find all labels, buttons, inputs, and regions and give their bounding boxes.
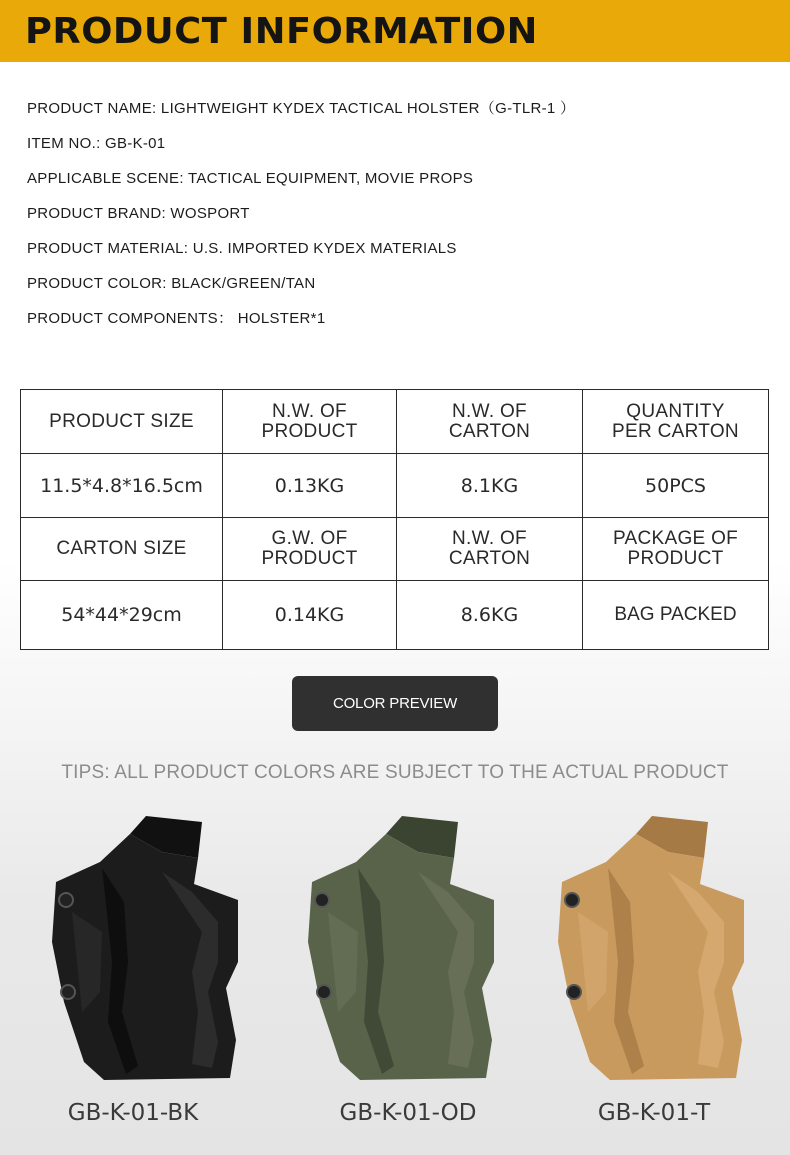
header-quantity-per-carton: QUANTITY PER CARTON xyxy=(583,390,769,454)
value-product-size: 11.5*4.8*16.5cm xyxy=(21,454,223,518)
header-nw-carton-2: N.W. OF CARTON xyxy=(397,518,583,581)
header-banner xyxy=(0,0,790,62)
color-preview-button[interactable]: COLOR PREVIEW xyxy=(292,676,498,731)
table-header-row xyxy=(21,390,769,454)
header-carton-size: CARTON SIZE xyxy=(21,518,223,581)
product-color-line: PRODUCT COLOR: BLACK/GREEN/TAN xyxy=(27,275,316,292)
caption-tan: GB-K-01-T xyxy=(597,1100,711,1126)
header-nw-carton: N.W. OF CARTON xyxy=(397,390,583,454)
value-nw-product: 0.13KG xyxy=(223,454,397,518)
header-product-size: PRODUCT SIZE xyxy=(21,390,223,454)
page-title: PRODUCT INFORMATION xyxy=(25,11,538,52)
value-carton-size: 54*44*29cm xyxy=(21,581,223,650)
table-row xyxy=(21,454,769,518)
header-package: PACKAGE OF PRODUCT xyxy=(583,518,769,581)
product-brand-line: PRODUCT BRAND: WOSPORT xyxy=(27,205,250,222)
holster-black-svg xyxy=(42,812,252,1092)
caption-black: GB-K-01-BK xyxy=(67,1100,199,1126)
value-nw-carton: 8.1KG xyxy=(397,454,583,518)
value-nw-carton-2: 8.6KG xyxy=(397,581,583,650)
header-gw-product: G.W. OF PRODUCT xyxy=(223,518,397,581)
tips-text: TIPS: ALL PRODUCT COLORS ARE SUBJECT TO THE ACTUAL PRODUCT xyxy=(61,762,729,783)
product-info-list xyxy=(27,99,767,344)
value-package: BAG PACKED xyxy=(583,581,769,650)
item-no-line: ITEM NO.: GB-K-01 xyxy=(27,135,166,152)
table-header-row xyxy=(21,518,769,581)
table-row xyxy=(21,581,769,650)
holster-tan-svg xyxy=(548,812,758,1092)
spec-table xyxy=(20,389,769,650)
holster-black-image xyxy=(42,812,252,1092)
header-nw-product: N.W. OF PRODUCT xyxy=(223,390,397,454)
product-material-line: PRODUCT MATERIAL: U.S. IMPORTED KYDEX MATERIALS xyxy=(27,240,457,257)
holster-green-svg xyxy=(298,812,508,1092)
caption-green: GB-K-01-OD xyxy=(339,1100,477,1126)
value-quantity: 50PCS xyxy=(583,454,769,518)
product-components-line: PRODUCT COMPONENTS： HOLSTER*1 xyxy=(27,310,326,327)
holster-green-image xyxy=(298,812,508,1092)
applicable-scene-line: APPLICABLE SCENE: TACTICAL EQUIPMENT, MOVIE PROPS xyxy=(27,170,474,187)
value-gw-product: 0.14KG xyxy=(223,581,397,650)
holster-tan-image xyxy=(548,812,758,1092)
product-name-line: PRODUCT NAME: LIGHTWEIGHT KYDEX TACTICAL HOLSTER（G-TLR-1 ） xyxy=(27,100,576,117)
